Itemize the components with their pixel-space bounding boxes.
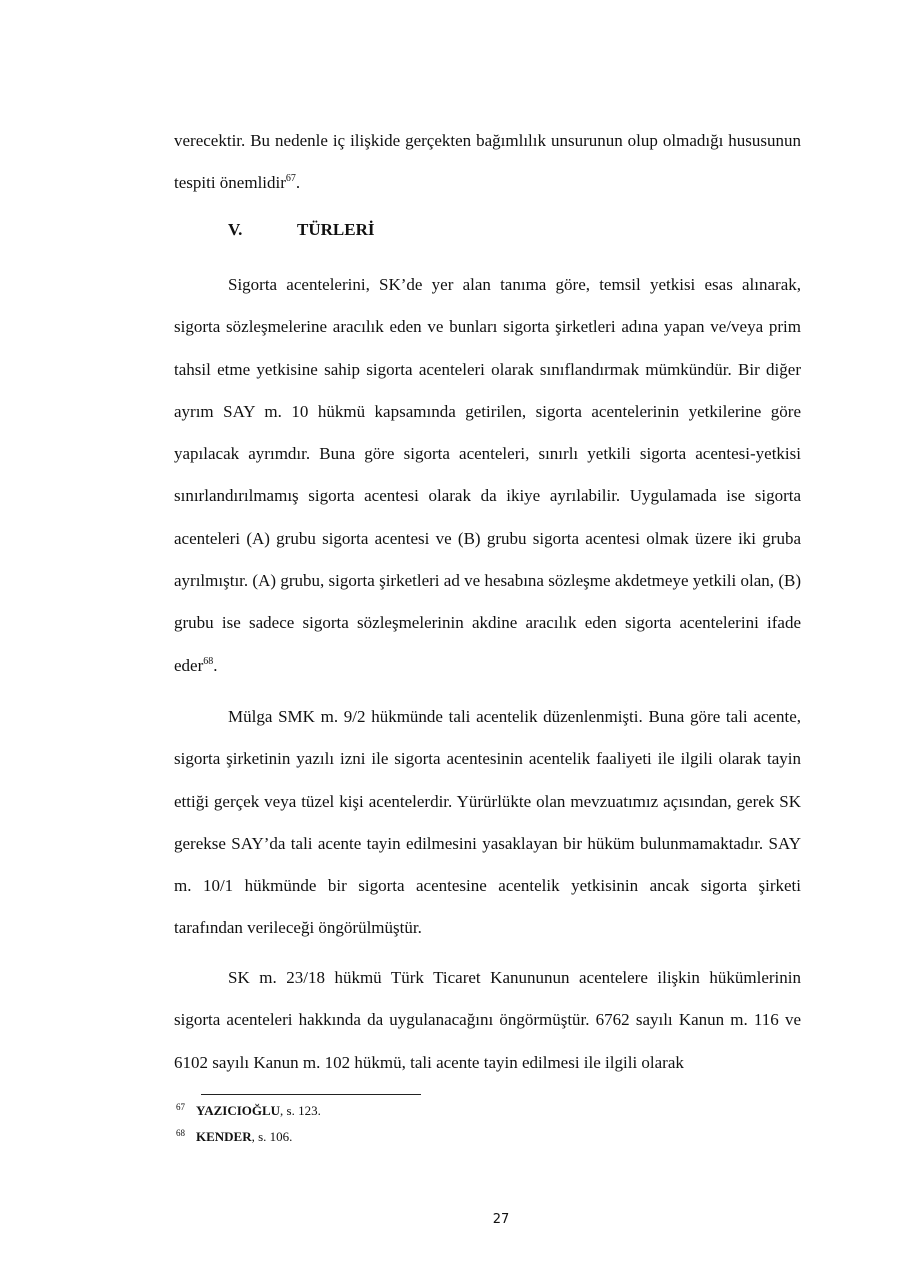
footnote-number: 68 [176,1128,185,1138]
footnote-author: YAZICIOĞLU [196,1103,281,1118]
footnote-ref-text: , s. 106. [251,1129,293,1144]
section-heading [228,220,374,240]
footnote-ref-text: , s. 123. [280,1103,321,1118]
paragraph-sub-agency [174,696,801,950]
section-number: V. [228,220,243,239]
paragraph-continuation: verecektir. Bu nedenle iç ilişkide gerçekten bağımlılık unsurunun olup olmadığı hususunun tespiti önemlidir$^{67}$. [174,131,801,193]
footnote-separator [201,1094,421,1095]
paragraph-text: SK m. 23/18 hükmü Türk Ticaret Kanununun acentelere ilişkin hükümlerinin sigorta acenteleri hakkında da uygulanacağını öngörmüştür. 6762 sayılı Kanun m. 116 ve 6102 sayılı Kanun m. 102 hükmü, tali acente tayin edilmesi ile ilgili olarak [174,968,801,1072]
page-number: 27 [492,1212,510,1227]
footnote [176,1129,292,1145]
paragraph-text: Mülga SMK m. 9/2 hükmünde tali acentelik düzenlenmişti. Buna göre tali acente, sigorta şirketinin yazılı izni ile sigorta acentesinin acentelik faaliyeti ile ilgili olarak tayin ettiği gerçek veya tüzel kişi acentelerdir. Yürürlükte olan mevzuatımız açısından, gerek SK gerekse SAY’da tali acente tayin edilmesini yasaklayan bir hüküm bulunmamaktadır. SAY m. 10/1 hükmünde bir sigorta acentesine acentelik yetkisinin ancak sigorta şirketi tarafından verileceği öngörülmüştür. [174,707,801,938]
paragraph-types: Sigorta acentelerini, SK’de yer alan tanıma göre, temsil yetkisi esas alınarak, sigorta sözleşmelerine aracılık eden ve bunları sigorta şirketleri adına yapan ve/veya prim tahsil etme yetkisine sahip sigorta acenteleri olarak sınıflandırmak mümkündür. Bir diğer ayrım SAY m. 10 hükmü kapsamında getirilen, sigorta acentelerinin yetkilerine göre yapılacak ayrımdır. Buna göre sigorta acenteleri, sınırlı yetkili sigorta acentesi-yetkisi sınırlandırılmamış sigorta acentesi olarak da ikiye ayrılabilir. Uygulamada ise sigorta acenteleri (A) grubu sigorta acentesi ve (B) grubu sigorta acentesi olmak üzere iki gruba ayrılmıştır. (A) grubu, sigorta şirketleri ad ve hesabına sözleşme akdetmeye yetkili olan, (B) grubu ise sadece sigorta sözleşmelerinin akdine aracılık eden sigorta acentelerini ifade eder$^{68}$. [174,275,801,675]
paragraph-text: verecektir. Bu nedenle iç ilişkide gerçekten bağımlılık unsurunun olup olmadığı hususunun tespiti önemlidir [174,131,801,193]
footnote-ref[interactable]: 68 [203,655,214,667]
footnote-number: 67 [176,1102,185,1112]
footnote-author: KENDER [196,1129,252,1144]
paragraph-commercial-code [174,957,801,1084]
footnote [176,1103,321,1119]
paragraph-text: Sigorta acentelerini, SK’de yer alan tanıma göre, temsil yetkisi esas alınarak, sigorta sözleşmelerine aracılık eden ve bunları sigorta şirketleri adına yapan ve/veya prim tahsil etme yetkisine sahip sigorta acenteleri olarak sınıflandırmak mümkündür. Bir diğer ayrım SAY m. 10 hükmü kapsamında getirilen, sigorta acentelerinin yetkilerine göre yapılacak ayrımdır. Buna göre sigorta acenteleri, sınırlı yetkili sigorta acentesi-yetkisi sınırlandırılmamış sigorta acentesi olarak da ikiye ayrılabilir. Uygulamada ise sigorta acenteleri (A) grubu sigorta acentesi ve (B) grubu sigorta acentesi olmak üzere iki gruba ayrılmıştır. (A) grubu, sigorta şirketleri ad ve hesabına sözleşme akdetmeye yetkili olan, (B) grubu ise sadece sigorta sözleşmelerinin akdine aracılık eden sigorta acentelerini ifade eder [174,275,801,675]
section-title: TÜRLERİ [297,220,375,239]
footnote-ref[interactable]: 67 [285,173,296,185]
